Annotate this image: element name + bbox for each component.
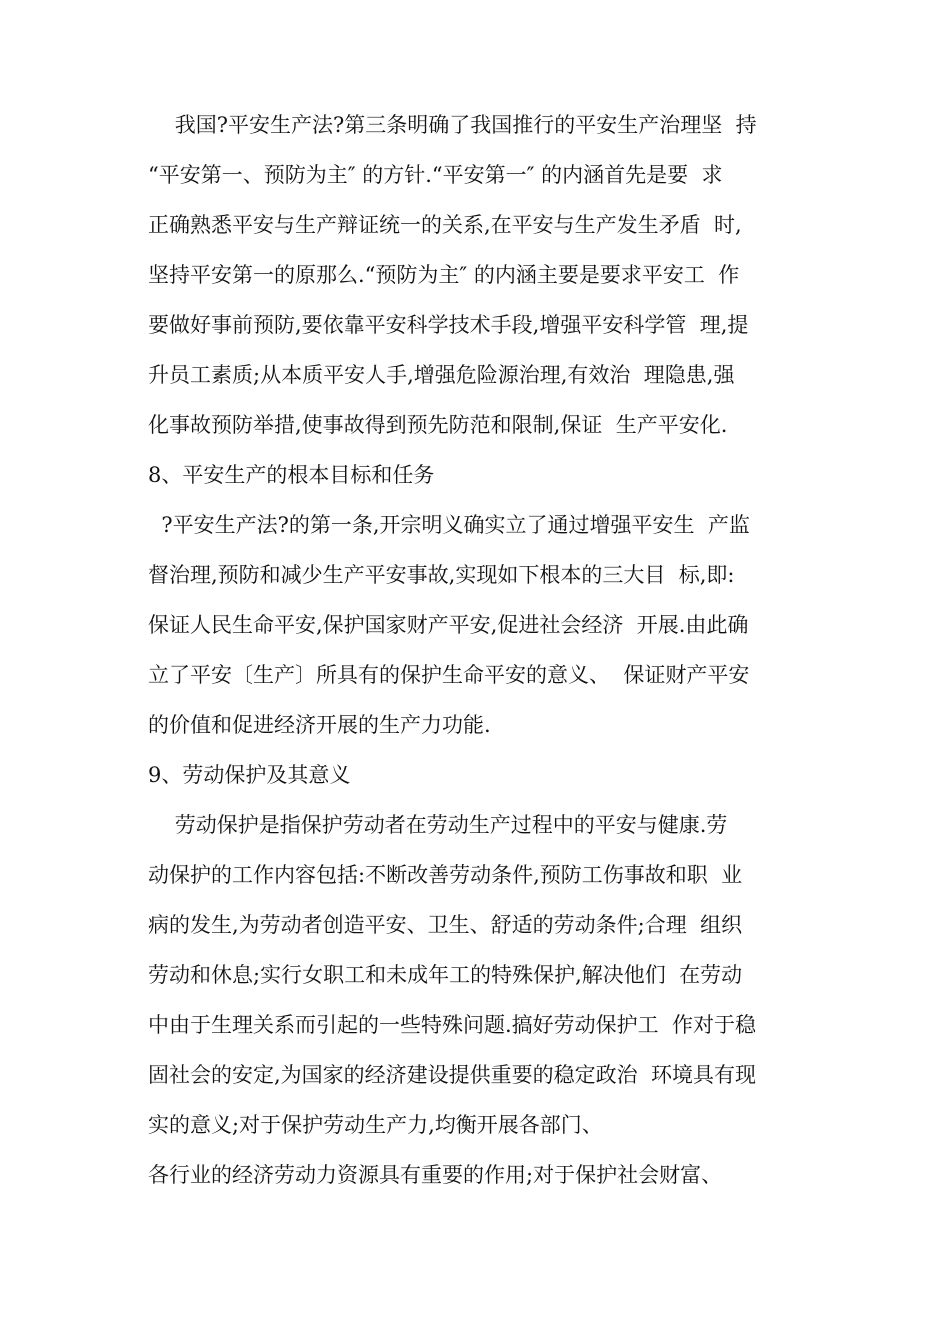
text-line: 我国?平安生产法?第三条明确了我国推行的平安生产治理坚 持 [148,113,757,137]
text-line: 各行业的经济劳动力资源具有重要的作用;对于保护社会财富、 [148,1163,723,1187]
text-line: 要做好事前预防,要依靠平安科学技术手段,增强平安科学管 理,提 [148,313,749,337]
text-line: “平安第一、预防为主″ 的方针.“平安第一″ 的内涵首先是要 求 [148,163,723,187]
text-line: 劳动和休息;实行女职工和未成年工的特殊保护,解决他们 在劳动 [148,963,743,987]
text-line: 实的意义;对于保护劳动生产力,均衡开展各部门、 [148,1113,603,1137]
section-heading: 9、劳动保护及其意义 [148,763,351,787]
text-line: 的价值和促进经济开展的生产力功能. [148,713,491,737]
text-line: 动保护的工作内容包括:不断改善劳动条件,预防工伤事故和职 业 [148,863,743,887]
text-line: ?平安生产法?的第一条,开宗明义确实立了通过增强平安生 产监 [148,513,750,537]
text-line: 坚持平安第一的原那么.“预防为主″ 的内涵主要是要求平安工 作 [148,263,740,287]
text-line: 升员工素质;从本质平安人手,增强危险源治理,有效治 理隐患,强 [148,363,735,387]
text-line: 正确熟悉平安与生产辩证统一的关系,在平安与生产发生矛盾 时, [148,213,742,237]
text-line: 督治理,预防和减少生产平安事故,实现如下根本的三大目 标,即: [148,563,735,587]
text-line: 中由于生理关系而引起的一些特殊问题.搞好劳动保护工 作对于稳 [148,1013,757,1037]
text-line: 化事故预防举措,使事故得到预先防范和限制,保证 生产平安化. [148,413,728,437]
section-heading: 8、平安生产的根本目标和任务 [148,463,435,487]
text-line: 固社会的安定,为国家的经济建设提供重要的稳定政治 环境具有现 [148,1063,757,1087]
text-line: 劳动保护是指保护劳动者在劳动生产过程中的平安与健康.劳 [148,813,728,837]
text-line: 保证人民生命平安,保护国家财产平安,促进社会经济 开展.由此确 [148,613,749,637]
text-line: 立了平安〔生产〕所具有的保护生命平安的意义、 保证财产平安 [148,663,750,687]
text-line: 病的发生,为劳动者创造平安、卫生、舒适的劳动条件;合理 组织 [148,913,743,937]
